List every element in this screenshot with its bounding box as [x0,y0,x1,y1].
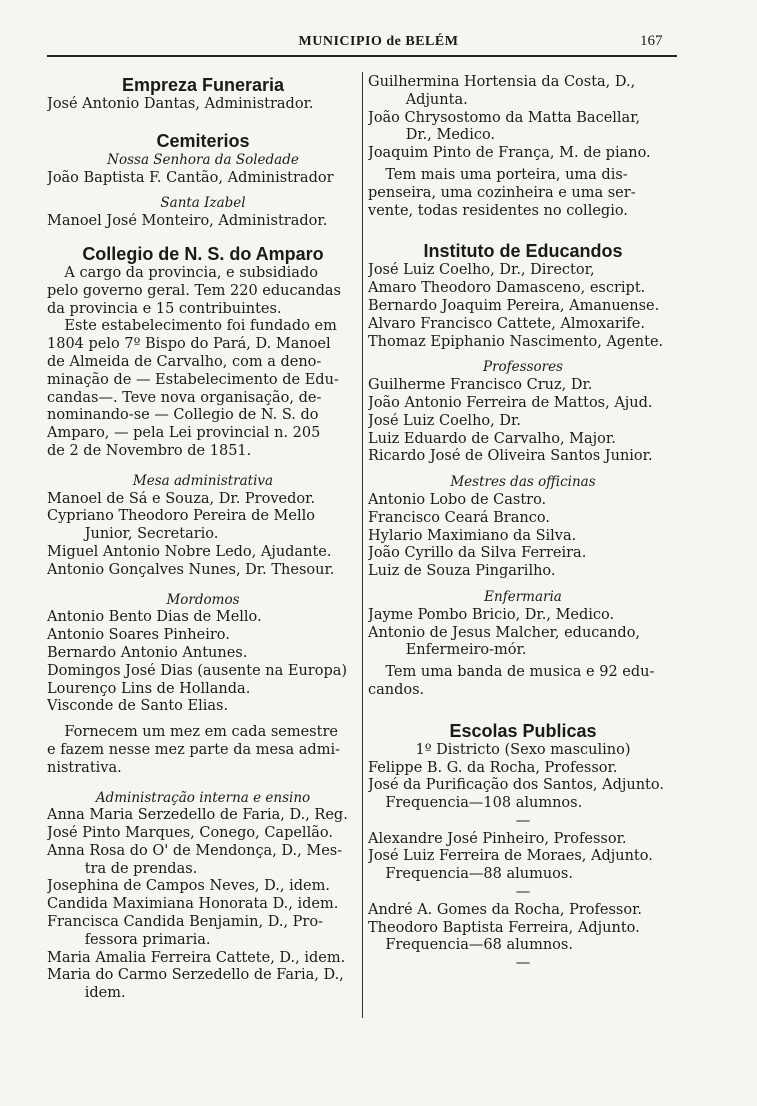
list-item: Francisco Ceará Branco. [368,509,550,526]
list-item: Antonio Bento Dias de Mello. [47,609,262,626]
subheading-professores: Professores [482,359,563,376]
section-heading-empreza-funeraria: Empreza Funeraria [121,75,285,95]
list-item: Enfermeiro-mór. [405,642,527,659]
paragraph-line: Tem uma banda de musica e 92 edu- [385,664,655,681]
list-item: Amaro Theodoro Damasceno, escript. [368,280,646,297]
list-item: Thomaz Epiphanio Nascimento, Agente. [368,333,664,350]
list-item: Ricardo José de Oliveira Santos Junior. [368,448,653,465]
paragraph-line: da provincia e 15 contribuintes. [47,300,282,317]
subheading-mordomos: Mordomos [166,591,240,608]
list-item: Antonio Gonçalves Nunes, Dr. Thesour. [47,561,335,578]
list-item: Guilherme Francisco Cruz, Dr. [368,377,593,394]
list-item: Antonio Lobo de Castro. [368,491,547,508]
text-line: José Antonio Dantas, Administrador. [47,96,314,112]
paragraph-line: Amparo, — pela Lei provincial n. 205 [47,425,321,442]
list-item: fessora primaria. [84,931,211,948]
list-item: Luiz de Souza Pingarilho. [368,563,556,580]
paragraph-line: e fazem nesse mez parte da mesa admi- [47,741,341,758]
text-line: João Baptista F. Cantão, Administrador [47,169,334,186]
subheading-santa-izabel: Santa Izabel [160,195,246,212]
list-item: Maria do Carmo Serzedello de Faria, D., [47,967,344,984]
list-item: Antonio de Jesus Malcher, educando, [368,624,641,641]
subheading-soledade: Nossa Senhora da Soledade [107,151,299,168]
header-rule [47,55,677,57]
list-item: Dr., Medico. [405,127,496,144]
list-item: José Luiz Coelho, Dr. [368,412,521,429]
paragraph-line: 1804 pelo 7º Bispo do Pará, D. Manoel [47,336,331,353]
list-item: Antonio Soares Pinheiro. [47,627,230,644]
paragraph-line: penseira, uma cozinheira e uma ser- [368,184,636,201]
list-item: Joaquim Pinto de França, M. de piano. [368,145,651,162]
list-item: Manoel de Sá e Souza, Dr. Provedor. [47,490,316,507]
list-item: Frequencia—108 alumnos. [385,795,583,812]
list-item: idem. [84,985,126,1002]
subheading-mesa-administrativa: Mesa administrativa [132,472,274,489]
separator-dash: — [515,955,531,972]
list-item: Maria Amalia Ferreira Cattete, D., idem. [47,949,346,966]
page-number: 167 [640,33,663,49]
list-item: Bernardo Joaquim Pereira, Amanuense. [368,297,660,314]
list-item: Josephina de Campos Neves, D., idem. [47,878,330,895]
list-item: José Luiz Ferreira de Moraes, Adjunto. [368,848,653,865]
list-item: Domingos José Dias (ausente na Europa) [47,662,348,679]
separator-dash: — [515,884,531,901]
right-column [368,74,678,973]
list-item: Miguel Antonio Nobre Ledo, Ajudante. [47,543,332,560]
list-item: Anna Maria Serzedello de Faria, D., Reg. [47,807,348,824]
running-header-title: MUNICIPIO de BELÉM [298,34,459,49]
section-heading-collegio-amparo: Collegio de N. S. do Amparo [82,243,324,264]
list-item: Alvaro Francisco Cattete, Almoxarife. [368,315,645,332]
list-item: Bernardo Antonio Antunes. [47,644,248,661]
list-item: Lourenço Lins de Hollanda. [47,680,251,697]
paragraph-line: Fornecem um mez em cada semestre [64,724,338,741]
list-item: Francisca Candida Benjamin, D., Pro- [47,914,323,931]
section-heading-cemiterios: Cemiterios [156,130,250,151]
list-item: Junior, Secretario. [84,526,219,543]
paragraph-line: A cargo da provincia, e subsidiado [64,264,318,281]
subheading-mestres-officinas: Mestres das officinas [450,474,596,491]
list-item: Felippe B. G. da Rocha, Professor. [368,759,618,776]
list-item: Hylario Maximiano da Silva. [368,527,577,544]
list-item: Jayme Pombo Bricio, Dr., Medico. [368,606,615,623]
list-item: André A. Gomes da Rocha, Professor. [368,901,643,918]
paragraph-line: pelo governo geral. Tem 220 educandas [47,282,341,299]
list-item: Adjunta. [405,91,468,108]
list-item: João Chrysostomo da Matta Bacellar, [368,109,641,126]
list-item: Luiz Eduardo de Carvalho, Major. [368,430,616,447]
paragraph-line: vente, todas residentes no collegio. [368,202,628,219]
list-item: Theodoro Baptista Ferreira, Adjunto. [368,919,640,936]
list-item: Candida Maximiana Honorata D., idem. [47,896,339,913]
list-item: João Cyrillo da Silva Ferreira. [368,545,587,562]
list-item: José Pinto Marques, Conego, Capellão. [47,825,333,842]
list-item: tra de prendas. [84,860,198,877]
separator-dash: — [515,812,531,829]
paragraph-line: nistrativa. [47,759,122,776]
paragraph-line: Este estabelecimento foi fundado em [64,318,337,335]
district-line: 1º Districto (Sexo masculino) [415,741,631,758]
list-item: Guilhermina Hortensia da Costa, D., [368,74,636,90]
section-heading-instituto-educandos: Instituto de Educandos [423,241,623,262]
paragraph-line: de Almeida de Carvalho, com a deno- [47,353,322,370]
list-item: Alexandre José Pinheiro, Professor. [368,830,627,847]
list-item: José Luiz Coelho, Dr., Director, [368,262,595,279]
list-item: José da Purificação dos Santos, Adjunto. [368,777,664,794]
list-item: Cypriano Theodoro Pereira de Mello [47,508,315,525]
subheading-enfermaria: Enfermaria [484,588,562,605]
paragraph-line: Tem mais uma porteira, uma dis- [385,166,628,183]
list-item: Anna Rosa do O' de Mendonça, D., Mes- [47,842,343,859]
paragraph-line: candos. [368,681,425,698]
paragraph-line: candas—. Teve nova organisação, de- [47,389,322,406]
paragraph-line: nominando-se — Collegio de N. S. do [47,407,319,424]
column-divider [362,72,363,1018]
section-heading-escolas-publicas: Escolas Publicas [449,720,597,741]
left-column [47,74,359,1003]
paragraph-line: de 2 de Novembro de 1851. [47,442,252,459]
list-item: Frequencia—68 alumnos. [385,937,573,954]
subheading-administracao-interna: Administração interna e ensino [95,789,311,806]
paragraph-line: minação de — Estabelecimento de Edu- [47,371,339,388]
list-item: João Antonio Ferreira de Mattos, Ajud. [368,394,653,411]
list-item: Frequencia—88 alumuos. [385,866,573,883]
text-line: Manoel José Monteiro, Administrador. [47,213,328,230]
list-item: Visconde de Santo Elias. [47,698,229,715]
